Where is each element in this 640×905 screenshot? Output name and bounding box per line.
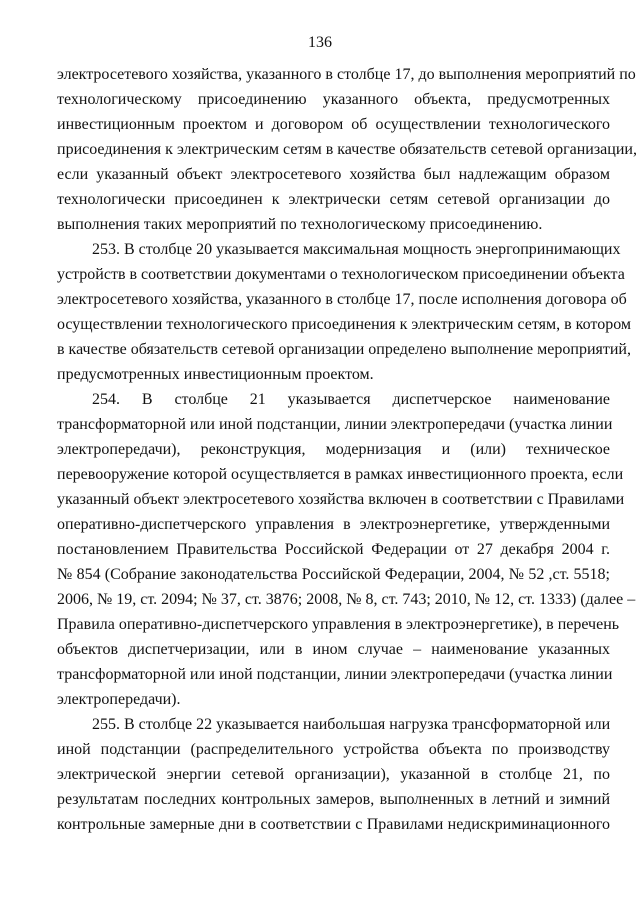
text-line: постановлением Правительства Российской Федерации от 27 декабря 2004 г. — [57, 541, 610, 558]
text-line: 254. В столбце 21 указывается диспетчерское наименование — [92, 391, 610, 408]
text-line: устройств в соответствии документами о технологическом присоединении объекта — [57, 266, 625, 283]
text-line: иной подстанции (распределительного устройства объекта по производству — [57, 741, 610, 758]
text-line: технологически присоединен к электрически сетям сетевой организации до — [57, 191, 610, 208]
text-line: выполнения таких мероприятий по технологическому присоединению. — [57, 216, 543, 233]
text-line: осуществлении технологического присоединения к электрическим сетям, в котором — [57, 316, 632, 333]
text-line: указанный объект электросетевого хозяйства включен в соответствии с Правилами — [57, 491, 625, 508]
text-line: в качестве обязательств сетевой организации определено выполнение мероприятий, — [57, 341, 631, 358]
text-line: оперативно-диспетчерского управления в электроэнергетике, утвержденными — [57, 516, 610, 533]
text-line: если указанный объект электросетевого хозяйства был надлежащим образом — [57, 166, 610, 183]
text-line: электропередачи), реконструкция, модернизация и (или) техническое — [57, 441, 610, 458]
body-text — [57, 62, 637, 837]
text-line: 253. В столбце 20 указывается максимальная мощность энергопринимающих — [92, 241, 621, 258]
text-line: № 854 (Собрание законодательства Российской Федерации, 2004, № 52 ,ст. 5518; — [57, 566, 610, 583]
text-line: результатам последних контрольных замеров, выполненных в летний и зимний — [57, 791, 610, 808]
text-line: электросетевого хозяйства, указанного в столбце 17, после исполнения договора об — [57, 291, 627, 308]
text-line: перевооружение которой осуществляется в рамках инвестиционного проекта, если — [57, 466, 624, 483]
text-line: предусмотренных инвестиционным проектом. — [57, 366, 374, 383]
text-line: технологическому присоединению указанного объекта, предусмотренных — [57, 91, 610, 108]
page-number: 136 — [308, 34, 332, 51]
text-line: электросетевого хозяйства, указанного в столбце 17, до выполнения мероприятий по — [57, 66, 636, 83]
text-line: присоединения к электрическим сетям в качестве обязательств сетевой организации, — [57, 141, 637, 158]
text-line: инвестиционным проектом и договором об осуществлении технологического — [57, 116, 610, 133]
text-line: объектов диспетчеризации, или в ином случае – наименование указанных — [57, 641, 610, 658]
text-line: электропередачи). — [57, 691, 181, 708]
text-line: 2006, № 19, ст. 2094; № 37, ст. 3876; 2008, № 8, ст. 743; 2010, № 12, ст. 1333) (далее – — [57, 591, 636, 608]
text-line: трансформаторной или иной подстанции, линии электропередачи (участка линии — [57, 416, 613, 433]
text-line: трансформаторной или иной подстанции, линии электропередачи (участка линии — [57, 666, 613, 683]
text-line: контрольные замерные дни в соответствии с Правилами недискриминационного — [57, 816, 610, 833]
text-line: Правила оперативно-диспетчерского управления в электроэнергетике), в перечень — [57, 616, 620, 633]
text-line: электрической энергии сетевой организации), указанной в столбце 21, по — [57, 766, 610, 783]
text-line: 255. В столбце 22 указывается наибольшая нагрузка трансформаторной или — [92, 716, 611, 733]
